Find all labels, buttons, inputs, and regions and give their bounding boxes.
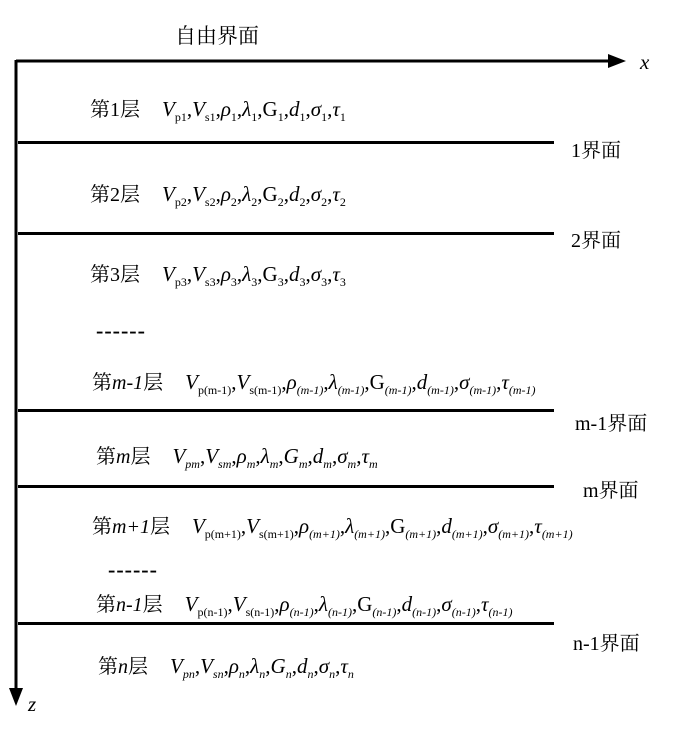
param-comma: , [335, 654, 341, 678]
param-symbol: V [192, 182, 205, 206]
param-symbol: λ [328, 370, 338, 394]
param-symbol: τ [340, 654, 348, 678]
param-comma: , [215, 97, 221, 121]
param-comma: , [313, 654, 319, 678]
param-subscript: (n-1) [412, 605, 437, 619]
layer-params [184, 592, 513, 619]
param-subscript: n [238, 667, 245, 681]
layer-label-prefix: 第 [96, 444, 116, 468]
param-symbol: λ [260, 444, 270, 468]
param-symbol: λ [250, 654, 260, 678]
param-symbol: V [192, 262, 205, 286]
interface-line-m [18, 485, 554, 488]
param-symbol: ρ [298, 514, 310, 538]
param-subscript: (m+1) [405, 527, 437, 541]
layer-label-prefix: 第 [90, 182, 110, 206]
layer-row-3 [90, 258, 346, 290]
param-subscript: m [323, 457, 332, 471]
param-comma: , [351, 592, 358, 616]
layer-row-n-1 [96, 588, 513, 620]
param-subscript: pm [185, 457, 200, 471]
param-subscript: (m+1) [451, 527, 483, 541]
param-symbol: V [232, 592, 246, 616]
layer-label [96, 446, 150, 468]
param-subscript: 3 [277, 275, 284, 289]
param-comma: , [215, 262, 221, 286]
param-subscript: 2 [321, 195, 328, 209]
param-subscript: 3 [321, 275, 328, 289]
param-subscript: m [269, 457, 279, 471]
param-subscript: 3 [339, 275, 346, 289]
param-symbol: V [191, 514, 205, 538]
param-subscript: (n-1) [488, 605, 513, 619]
param-subscript: 1 [230, 110, 237, 124]
ellipsis-lower: ------ [108, 557, 158, 582]
param-subscript: (m+1) [354, 527, 385, 541]
param-comma: , [327, 262, 333, 286]
z-axis-arrowhead [9, 688, 23, 706]
layer-label-prefix: 第 [90, 97, 110, 121]
param-symbol: τ [332, 182, 340, 206]
layer-label-prefix: 第 [98, 654, 118, 678]
param-comma: , [327, 182, 333, 206]
layer-label-index: n [118, 656, 128, 678]
param-symbol: V [162, 97, 175, 121]
param-symbol: σ [487, 514, 499, 538]
param-subscript: p1 [174, 110, 187, 124]
layer-label [92, 516, 170, 538]
param-symbol: σ [337, 444, 348, 468]
param-comma: , [529, 514, 535, 538]
param-symbol: λ [242, 262, 252, 286]
param-subscript: sn [212, 667, 224, 681]
param-subscript: (n-1) [451, 605, 476, 619]
param-subscript: (n-1) [289, 605, 314, 619]
layer-label [90, 184, 140, 206]
param-comma: , [331, 444, 338, 468]
param-comma: , [313, 592, 319, 616]
x-axis-arrowhead [608, 54, 626, 68]
layer-params [162, 262, 346, 289]
param-comma: , [240, 514, 247, 538]
layer-row-m+1 [92, 510, 573, 542]
interface-label-1: 1界面 [571, 138, 621, 162]
param-symbol: λ [242, 182, 252, 206]
layer-label [92, 372, 163, 394]
param-symbol: σ [318, 654, 330, 678]
param-comma: , [305, 182, 311, 206]
param-comma: , [305, 262, 311, 286]
param-subscript: 1 [339, 110, 346, 124]
param-subscript: m [369, 457, 378, 471]
param-subscript: sm [218, 457, 232, 471]
param-subscript: (m-1) [384, 383, 412, 397]
param-symbol: V [192, 97, 205, 121]
param-comma: , [186, 262, 193, 286]
param-symbol: G [357, 592, 373, 616]
param-symbol: ρ [220, 262, 231, 286]
param-comma: , [327, 97, 333, 121]
param-symbol: d [401, 592, 413, 616]
param-symbol: σ [441, 592, 452, 616]
param-symbol: V [184, 592, 198, 616]
param-comma: , [396, 592, 402, 616]
param-comma: , [293, 514, 299, 538]
param-comma: , [339, 514, 346, 538]
param-symbol: d [296, 654, 308, 678]
param-symbol: σ [310, 182, 322, 206]
layer-label-index: 2 [110, 184, 120, 206]
param-subscript: p(m+1) [204, 527, 241, 541]
param-subscript: p2 [174, 195, 187, 209]
layer-label-suffix: 层 [120, 97, 140, 121]
param-subscript: 1 [321, 110, 328, 124]
param-symbol: d [441, 514, 452, 538]
param-symbol: G [262, 182, 278, 206]
param-symbol: ρ [220, 182, 231, 206]
param-symbol: G [262, 262, 278, 286]
param-comma: , [194, 654, 201, 678]
param-subscript: (m+1) [309, 527, 340, 541]
param-comma: , [223, 654, 229, 678]
param-comma: , [199, 444, 206, 468]
param-comma: , [231, 444, 237, 468]
param-symbol: λ [345, 514, 355, 538]
param-symbol: λ [318, 592, 328, 616]
param-comma: , [274, 592, 280, 616]
param-comma: , [186, 97, 193, 121]
param-subscript: p(n-1) [197, 605, 228, 619]
layer-params [172, 444, 378, 471]
param-comma: , [283, 97, 289, 121]
param-symbol: ρ [228, 654, 239, 678]
param-symbol: G [283, 444, 299, 468]
x-axis-label: x [640, 50, 650, 74]
param-symbol: σ [310, 262, 322, 286]
param-comma: , [411, 370, 417, 394]
param-symbol: G [369, 370, 385, 394]
layer-label-prefix: 第 [92, 514, 112, 538]
param-subscript: s1 [204, 110, 216, 124]
param-subscript: (m+1) [498, 527, 530, 541]
param-comma: , [307, 444, 313, 468]
interface-line-n-1 [18, 622, 554, 625]
param-subscript: pn [182, 667, 195, 681]
param-comma: , [281, 370, 287, 394]
param-symbol: d [312, 444, 324, 468]
param-symbol: τ [332, 97, 340, 121]
param-symbol: V [185, 370, 198, 394]
param-symbol: V [162, 182, 175, 206]
layer-params [162, 97, 346, 124]
param-comma: , [215, 182, 221, 206]
param-symbol: τ [534, 514, 542, 538]
param-symbol: V [170, 654, 183, 678]
interface-label-m-1: m-1界面 [575, 411, 648, 435]
param-comma: , [257, 182, 263, 206]
param-subscript: s2 [204, 195, 216, 209]
param-comma: , [384, 514, 391, 538]
param-subscript: p(m-1) [197, 383, 232, 397]
param-comma: , [257, 97, 263, 121]
param-subscript: m [347, 457, 357, 471]
param-subscript: (m-1) [337, 383, 365, 397]
param-comma: , [482, 514, 488, 538]
param-comma: , [323, 370, 329, 394]
layer-label-index: m+1 [112, 516, 150, 538]
layer-row-1 [90, 93, 346, 125]
param-subscript: 1 [277, 110, 284, 124]
param-subscript: n [347, 667, 354, 681]
layer-label-index: m-1 [112, 372, 144, 394]
param-comma: , [475, 592, 481, 616]
interface-label-2: 2界面 [571, 228, 621, 252]
param-comma: , [244, 654, 251, 678]
param-subscript: s(m-1) [249, 383, 282, 397]
param-subscript: s3 [204, 275, 216, 289]
layer-label-suffix: 层 [128, 654, 148, 678]
param-symbol: d [416, 370, 428, 394]
interface-label-m: m界面 [583, 478, 639, 502]
param-symbol: d [288, 262, 300, 286]
layer-label-suffix: 层 [149, 514, 170, 538]
param-symbol: ρ [286, 370, 297, 394]
param-subscript: 2 [251, 195, 258, 209]
param-comma: , [186, 182, 193, 206]
param-symbol: G [270, 654, 286, 678]
param-subscript: (n-1) [327, 605, 352, 619]
free-surface-label: 自由界面 [175, 24, 259, 48]
layer-label-index: 1 [110, 99, 120, 121]
param-symbol: ρ [220, 97, 231, 121]
param-comma: , [453, 370, 460, 394]
layer-label-suffix: 层 [142, 592, 163, 616]
param-symbol: τ [501, 370, 509, 394]
param-subscript: n [329, 667, 336, 681]
param-symbol: V [200, 654, 213, 678]
layer-label-index: 3 [110, 264, 120, 286]
param-symbol: V [236, 370, 250, 394]
layer-params [170, 654, 354, 681]
param-subscript: p3 [174, 275, 187, 289]
layer-label-prefix: 第 [96, 592, 116, 616]
layer-label-suffix: 层 [143, 370, 164, 394]
param-subscript: (m-1) [469, 383, 497, 397]
param-comma: , [236, 182, 243, 206]
interface-line-m-1 [18, 409, 554, 412]
param-subscript: 2 [277, 195, 284, 209]
param-symbol: V [246, 514, 259, 538]
layer-label-index: m [116, 446, 131, 468]
layer-label-suffix: 层 [120, 262, 140, 286]
param-comma: , [227, 592, 233, 616]
param-subscript: 3 [299, 275, 306, 289]
ellipsis-upper: ------ [96, 318, 146, 343]
param-subscript: (m-1) [427, 383, 454, 397]
param-subscript: n [259, 667, 266, 681]
z-axis-label: z [28, 692, 37, 716]
param-symbol: τ [480, 592, 489, 616]
param-subscript: m [298, 457, 308, 471]
param-comma: , [496, 370, 502, 394]
param-comma: , [236, 97, 243, 121]
layer-label [90, 99, 140, 121]
param-symbol: d [288, 97, 300, 121]
param-comma: , [278, 444, 284, 468]
param-comma: , [265, 654, 271, 678]
layer-row-2 [90, 178, 346, 210]
param-symbol: ρ [236, 444, 247, 468]
interface-label-n-1: n-1界面 [573, 631, 640, 655]
param-comma: , [283, 262, 289, 286]
param-symbol: τ [361, 444, 369, 468]
layer-row-m-1 [92, 366, 536, 398]
param-symbol: V [172, 444, 186, 468]
param-symbol: σ [459, 370, 470, 394]
layer-row-n [98, 650, 354, 682]
param-comma: , [236, 262, 243, 286]
param-symbol: G [390, 514, 406, 538]
layer-label [90, 264, 140, 286]
layer-label [98, 656, 148, 678]
param-subscript: (m+1) [541, 527, 573, 541]
param-symbol: τ [332, 262, 340, 286]
param-subscript: (m-1) [296, 383, 324, 397]
param-subscript: (n-1) [372, 605, 397, 619]
param-symbol: ρ [279, 592, 290, 616]
param-comma: , [356, 444, 362, 468]
layer-params [191, 514, 573, 541]
param-comma: , [231, 370, 237, 394]
param-comma: , [436, 592, 442, 616]
param-symbol: G [262, 97, 278, 121]
param-subscript: (m-1) [508, 383, 536, 397]
param-subscript: s(n-1) [245, 605, 275, 619]
layer-label [96, 594, 163, 616]
param-comma: , [364, 370, 370, 394]
param-comma: , [257, 262, 263, 286]
layer-label-index: n-1 [116, 594, 143, 616]
param-subscript: n [285, 667, 292, 681]
param-comma: , [305, 97, 311, 121]
param-subscript: m [246, 457, 256, 471]
interface-line-2 [18, 232, 554, 235]
layer-row-m [96, 440, 378, 472]
param-subscript: 3 [251, 275, 258, 289]
param-symbol: V [205, 444, 219, 468]
param-comma: , [283, 182, 289, 206]
param-comma: , [436, 514, 442, 538]
layer-params [185, 370, 536, 397]
param-subscript: 2 [339, 195, 346, 209]
layer-label-suffix: 层 [130, 444, 151, 468]
layer-label-suffix: 层 [120, 182, 140, 206]
param-comma: , [291, 654, 297, 678]
param-subscript: n [307, 667, 314, 681]
param-symbol: d [288, 182, 300, 206]
param-comma: , [255, 444, 261, 468]
param-symbol: σ [310, 97, 322, 121]
layer-params [162, 182, 346, 209]
interface-line-1 [18, 141, 554, 144]
param-subscript: s(m+1) [258, 527, 294, 541]
layer-label-prefix: 第 [92, 370, 112, 394]
param-subscript: 3 [230, 275, 237, 289]
param-subscript: 2 [299, 195, 306, 209]
param-subscript: 1 [251, 110, 258, 124]
param-symbol: λ [242, 97, 252, 121]
param-symbol: V [162, 262, 175, 286]
param-subscript: 1 [299, 110, 306, 124]
param-subscript: 2 [230, 195, 237, 209]
layer-label-prefix: 第 [90, 262, 110, 286]
